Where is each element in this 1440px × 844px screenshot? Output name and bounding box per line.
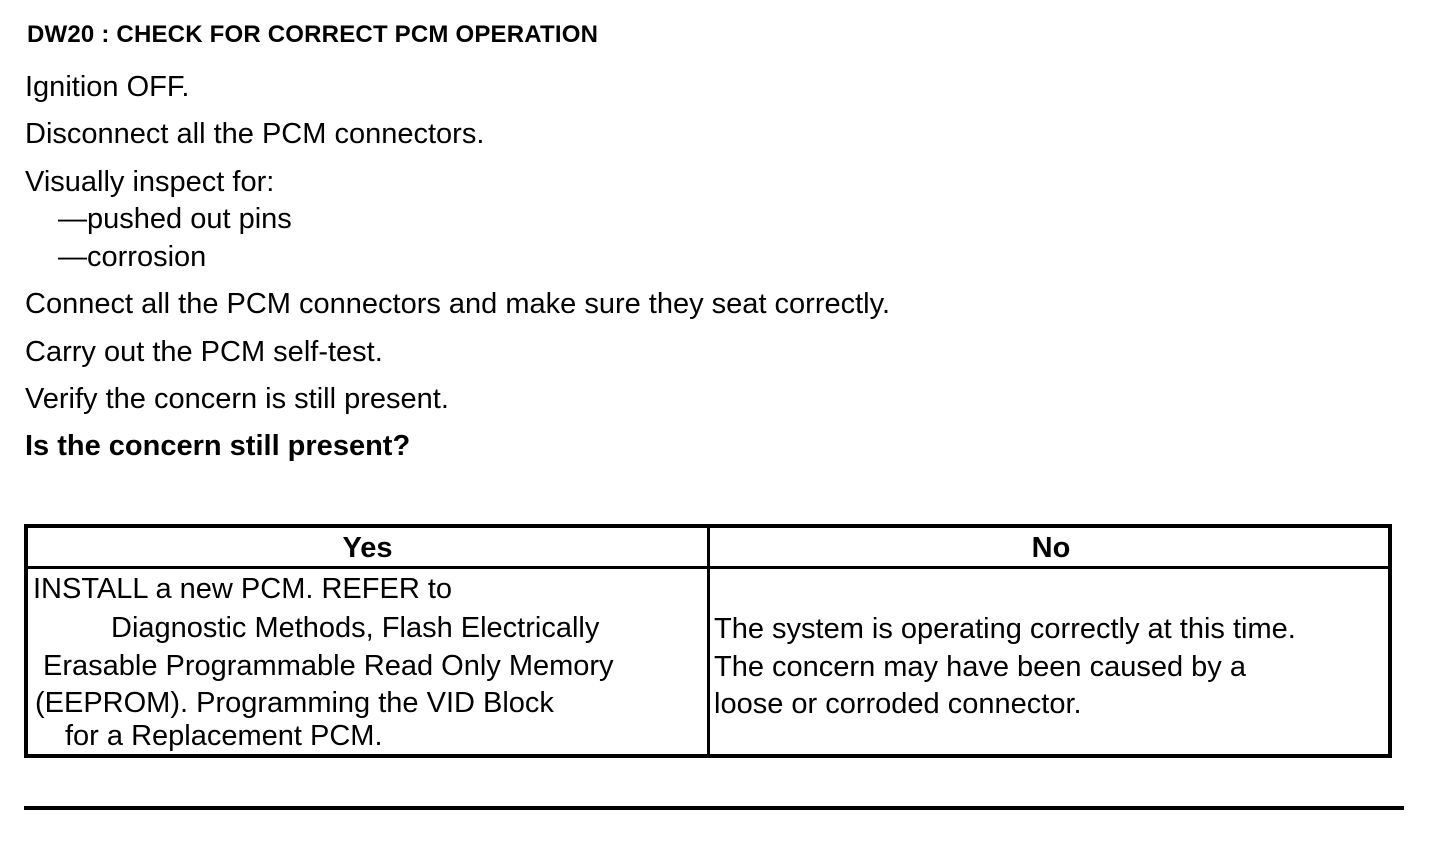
result-table [24,524,1392,758]
footer-rule [24,806,1404,810]
instruction-connect: Connect all the PCM connectors and make sure they seat correctly. [25,288,891,320]
diagnostic-question: Is the concern still present? [25,430,411,462]
yes-column-header: Yes [342,532,393,564]
inspect-item-pins: —pushed out pins [58,203,292,235]
yes-action-line: (EEPROM). Programming the VID Block [35,687,554,719]
no-action-line: The concern may have been caused by a [714,651,1246,683]
instruction-inspect: Visually inspect for: [25,166,275,198]
instruction-disconnect: Disconnect all the PCM connectors. [25,118,485,150]
instruction-verify: Verify the concern is still present. [25,383,449,415]
inspect-item-corrosion: —corrosion [58,241,207,273]
yes-action-line: Diagnostic Methods, Flash Electrically [111,612,600,644]
yes-action-line: for a Replacement PCM. [65,720,383,752]
no-action-line: loose or corroded connector. [714,688,1082,720]
yes-action-line: INSTALL a new PCM. REFER to [33,573,453,605]
header-divider [28,566,1388,569]
instruction-self-test: Carry out the PCM self-test. [25,336,383,368]
instruction-ignition-off: Ignition OFF. [25,71,190,103]
no-action-line: The system is operating correctly at this time. [714,613,1296,645]
step-heading: DW20 : CHECK FOR CORRECT PCM OPERATION [27,21,599,48]
no-column-header: No [1031,532,1071,564]
yes-action-line: Erasable Programmable Read Only Memory [43,650,614,682]
